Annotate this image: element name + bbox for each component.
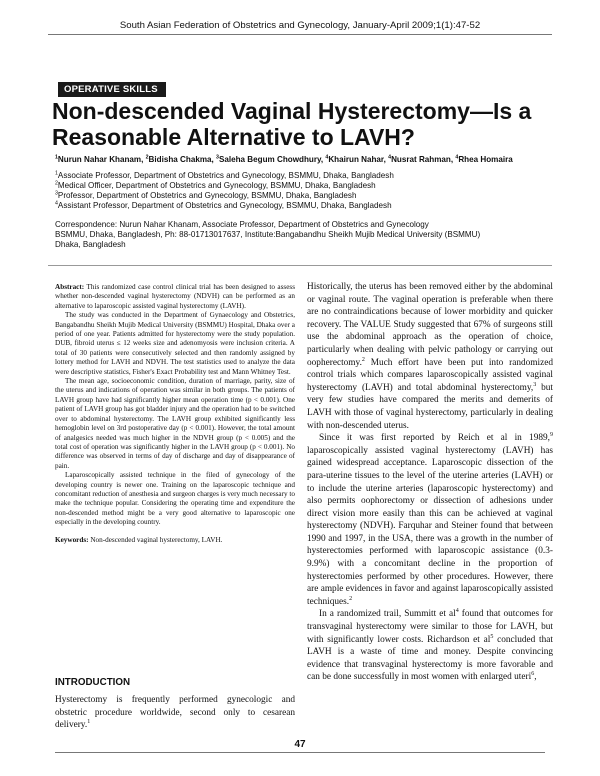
affiliations: [55, 171, 555, 211]
abstract-paragraph: The study was conducted in the Department of Gynaecology and Obstetrics, Bangabandhu Sheikh Mujib Medical University (BSMMU) Hospital, Dhaka over a period of one year. Patients admitted for hysterectomy were the study population. DUB, fibroid uterus ≤ 12 weeks size and adenomyosis were inclusion criteria. A total of 30 patients were consecutively selected and then randomly assigned by lottery method for LAVH and NDVH. The test statistics used to analyze the data were descriptive statistics, Fisher's Exact Probability test and Mann Whitney Test.: [55, 311, 295, 376]
author-list: [55, 155, 555, 164]
keywords: Keywords: Non-descended vaginal hysterectomy, LAVH.: [55, 535, 223, 544]
affiliation-line: $^3$Professor, Department of Obstetrics and Gynecology, BSMMU, Dhaka, Bangladesh: [55, 190, 357, 200]
abstract-label: Abstract:: [55, 283, 85, 291]
body-paragraph: Since it was first reported by Reich et al in 1989,$^9$ laparoscopically assisted vaginal hysterectomy (LAVH) has gained widespread acceptance. Laparoscopic dissection of the para-uterine tissues to the level of the uterine arteries (LAVH) or to include the uterine arteries (laparoscopic hysterectomy) and also permits oophorectomy or dissection of adhesions under direct vision more easily than this can be achieved at vaginal hysterectomy (NDVH). Farquhar and Steiner found that between 1990 and 1997, in the USA, there was a growth in the number of hysterectomies performed with laparoscopic assistance (0.3-9.9%) with a concomitant decline in the proportion of hysterectomies performed by other procedures. However, there are ample evidences in favor and against laparoscopically assisted techniques.$^2$: [307, 432, 553, 607]
author: $^4$Nusrat Rahman,: [388, 154, 456, 164]
page-number: 47: [294, 739, 306, 750]
body-paragraph: In a randomized trail, Summitt et $al^4$ found that outcomes for transvaginal hysterectomy were similar to those for LAVH, but with significantly lower costs. Richardson et $al^5$ concluded that LAVH is a waste of time and money. Despite convincing evidence that transvaginal hysterectomy is more favorable and can be done successfully in most women with enlarged uteri$^6$,: [307, 608, 553, 683]
journal-header: South Asian Federation of Obstetrics and Gynecology, January-April 2009;1(1):47-52: [119, 20, 481, 31]
introduction-paragraph: Hysterectomy is frequently performed gynecologic and obstetric procedure worldwide, second only to cesarean delivery.$^1$: [55, 695, 295, 731]
author: $^3$Saleha Begum Chowdhury,: [216, 154, 326, 164]
affiliation-line: $^4$Assistant Professor, Department of Obstetrics and Gynecology, BSMMU, Dhaka, Bangladesh: [55, 200, 392, 210]
section-tag: OPERATIVE SKILLS: [58, 82, 166, 97]
author: $^4$Khairun Nahar,: [325, 154, 389, 164]
author: $^2$Bidisha Chakma,: [145, 154, 217, 164]
body-paragraph: Historically, the uterus has been removed either by the abdominal or vaginal route. The vaginal operation is preferable when there are no contraindications because of lower morbidity and quicker recovery. The VALUE Study suggested that 67% of surgeons still use the abdominal approach as the operation of choice, particularly when dealing with pelvic pathology or carrying out oopherectomy.$^2$ Much effort have been put into randomized control trials which compares laparoscopically assisted vaginal hysterectomy (LAVH) and total abdominal hysterectomy,$^3$ but very few studies have compared the merits and demerits of LAVH with those of vaginal hysterectomy, particularly in dealing with non-descended uterus.: [307, 282, 553, 431]
front-matter-divider: [48, 265, 552, 266]
header-divider: [48, 34, 552, 35]
author: $^1$Nurun Nahar Khanam,: [55, 154, 146, 164]
abstract-paragraph: Abstract: This randomized case control clinical trial has been designed to assess whether non-descended vaginal hysterectomy (NDVH) can be performed as an alternative to laparoscopic assisted vaginal hysterectomy (LAVH).: [55, 283, 295, 310]
abstract-paragraph: The mean age, socioeconomic condition, duration of marriage, parity, size of the uterus and indications of operation was similar in both groups. The patients of LAVH group have had significantly higher mean operation time (p < 0.001). One patient of LAVH group has got bladder injury and the operation had to be switched over to abdominal hysterectomy. The LAVH group exhibited significantly less hemoglobin level on 3rd postoperative day (p < 0.001). However, the total amount of analgesics needed was much higher in the NDVH group (p < 0.005) and the total cost of operation was significantly higher in the LAVH group (p < 0.001). No difference was observed in terms of day of discharge and day of disappearance of pain.: [55, 377, 295, 470]
footer-divider: [55, 752, 545, 753]
keywords-label: Keywords:: [55, 535, 89, 544]
abstract: [55, 283, 295, 545]
article-title: Non-descended Vaginal Hysterectomy—Is a Reasonable Alternative to LAVH?: [52, 98, 532, 150]
author: $^4$Rhea Homaira: [455, 154, 513, 164]
body-text-right: [307, 281, 553, 684]
correspondence: Correspondence: Nurun Nahar Khanam, Associate Professor, Department of Obstetrics and Gynecology BSMMU, Dhaka, Bangladesh, Ph: 88-01713017637, Institute:Bangabandhu Sheikh Mujib Medical University (BSMMU) Dhaka, Bangladesh: [55, 220, 481, 250]
affiliation-line: $^2$Medical Officer, Department of Obstetrics and Gynecology, BSMMU, Dhaka, Bangladesh: [55, 180, 376, 190]
affiliation-line: $^1$Associate Professor, Department of Obstetrics and Gynecology, BSMMU, Dhaka, Bangladesh: [55, 170, 394, 180]
introduction-heading: INTRODUCTION: [55, 677, 131, 688]
abstract-paragraph: Laparoscopically assisted technique in the filed of gynecology of the developing country is newer one. Training on the laparoscopic technique and concomitant reduction of anesthesia and surgeon charges is very much necessary to make the technique popular. Considering the operating time and expenditure the non-descended method might be a very good alternative to laparoscopic one especially in the developing country.: [55, 471, 295, 527]
